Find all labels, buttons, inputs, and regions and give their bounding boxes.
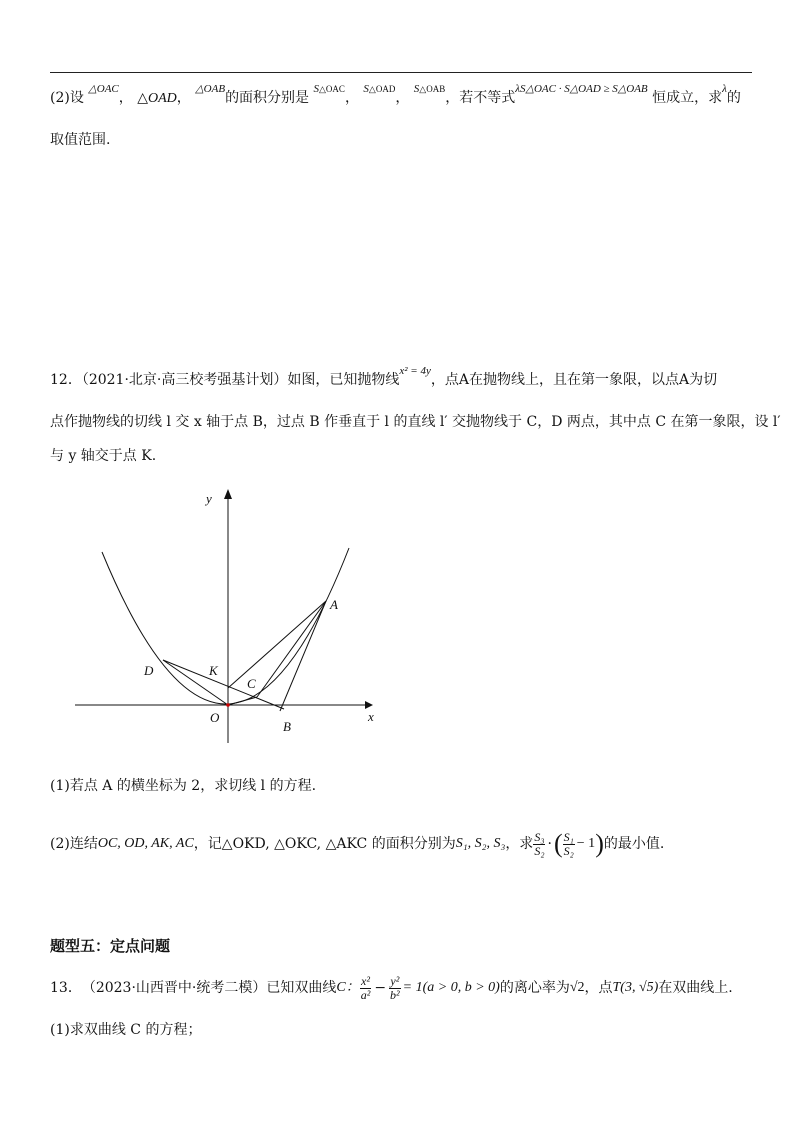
section-title: 题型五：定点问题	[50, 937, 171, 955]
label-a: A	[330, 597, 338, 612]
q13-line1: 13． （2023·山西晋中·统考二模）已知双曲线 C： $\frac{\text{x²}}{\text{a²}}$ − $\frac{\text{y²}}{\text{b²}}$ = 1(a > 0, b > 0) 的离心率为 √2 ，点 T(3, √5) 在双曲线上.	[50, 973, 733, 1002]
tri-oab: △OAB	[195, 83, 226, 95]
parabola-figure	[70, 485, 410, 765]
tri-oac: △OAC	[88, 83, 119, 95]
y-axis-arrow	[224, 489, 232, 499]
segments: OC, OD, AK, AC	[97, 836, 194, 851]
label-k: K	[209, 663, 218, 678]
fraction-s3-s2: $\frac{\text{S₃}}{\text{S₂}}$	[534, 829, 545, 858]
label-x: x	[368, 709, 374, 724]
q12-part1: (1)若点 A 的横坐标为 2，求切线 l 的方程.	[50, 778, 317, 794]
tri-oad: △OAD	[137, 91, 177, 106]
q12-line3: 与 y 轴交于点 K.	[50, 448, 157, 464]
segment-oc	[228, 697, 257, 705]
q13-part1: (1)求双曲线 C 的方程；	[50, 1022, 202, 1038]
q12-part2: (2)连结 OC, OD, AK, AC ，记△OKD, △OKC, △AKC 的面积分别为 S₁, S₂, S₃ ，求 $\frac{\text{S₃}}{\text{S₂}}$ · ( $\frac{\text{S₁}}{\text{S₂}}$ − 1 ) 的最小值.	[50, 829, 665, 858]
segment-ak	[228, 601, 326, 688]
x-axis-arrow	[365, 701, 373, 709]
fraction-y2-b2: $\frac{\text{y²}}{\text{b²}}$	[390, 973, 400, 1002]
label-y: y	[206, 491, 212, 506]
q12-line2: 点作抛物线的切线 l 交 x 轴于点 B，过点 B 作垂直于 l 的直线 l′ 交抛物线于 C，D 两点，其中点 C 在第一象限，设 l′	[50, 414, 781, 430]
inequality: λS△OAC · S△OAD ≥ S△OAB	[515, 83, 648, 95]
fraction-s1-s2: $\frac{\text{S₁}}{\text{S₂}}$	[563, 829, 574, 858]
parabola-eq: x² = 4y	[399, 365, 431, 377]
label-b: B	[283, 719, 291, 734]
q12-line1: 12．（2021·北京·高三校考强基计划）如图，已知抛物线$^{x^2 = 4y}$，点A在抛物线上，且在第一象限，以点A为切	[50, 365, 718, 388]
q11-part2-line2: 取值范围.	[50, 132, 111, 148]
label-o: O	[210, 710, 220, 725]
parabola-curve	[102, 548, 349, 704]
fraction-x2-a2: $\frac{\text{x²}}{\text{a²}}$	[360, 973, 371, 1002]
q11-part2-line1: (2)设 $^{\triangle OAC}$， △OAD， $^{\triangle OAB}$的面积分别是 $^{S\triangle OAC}$， $^{S\triangle OAD}$， $^{S\triangle OAB}$，若不等式$^{\lambda S\triangle OAC \cdot S\triangle OAD \ge S\triangle OAB}$ 恒成立，求$^\lambda$的	[50, 83, 741, 106]
origin-point	[226, 703, 230, 707]
label-d: D	[144, 663, 154, 678]
header-rule	[50, 72, 752, 73]
label-c: C	[247, 676, 256, 691]
